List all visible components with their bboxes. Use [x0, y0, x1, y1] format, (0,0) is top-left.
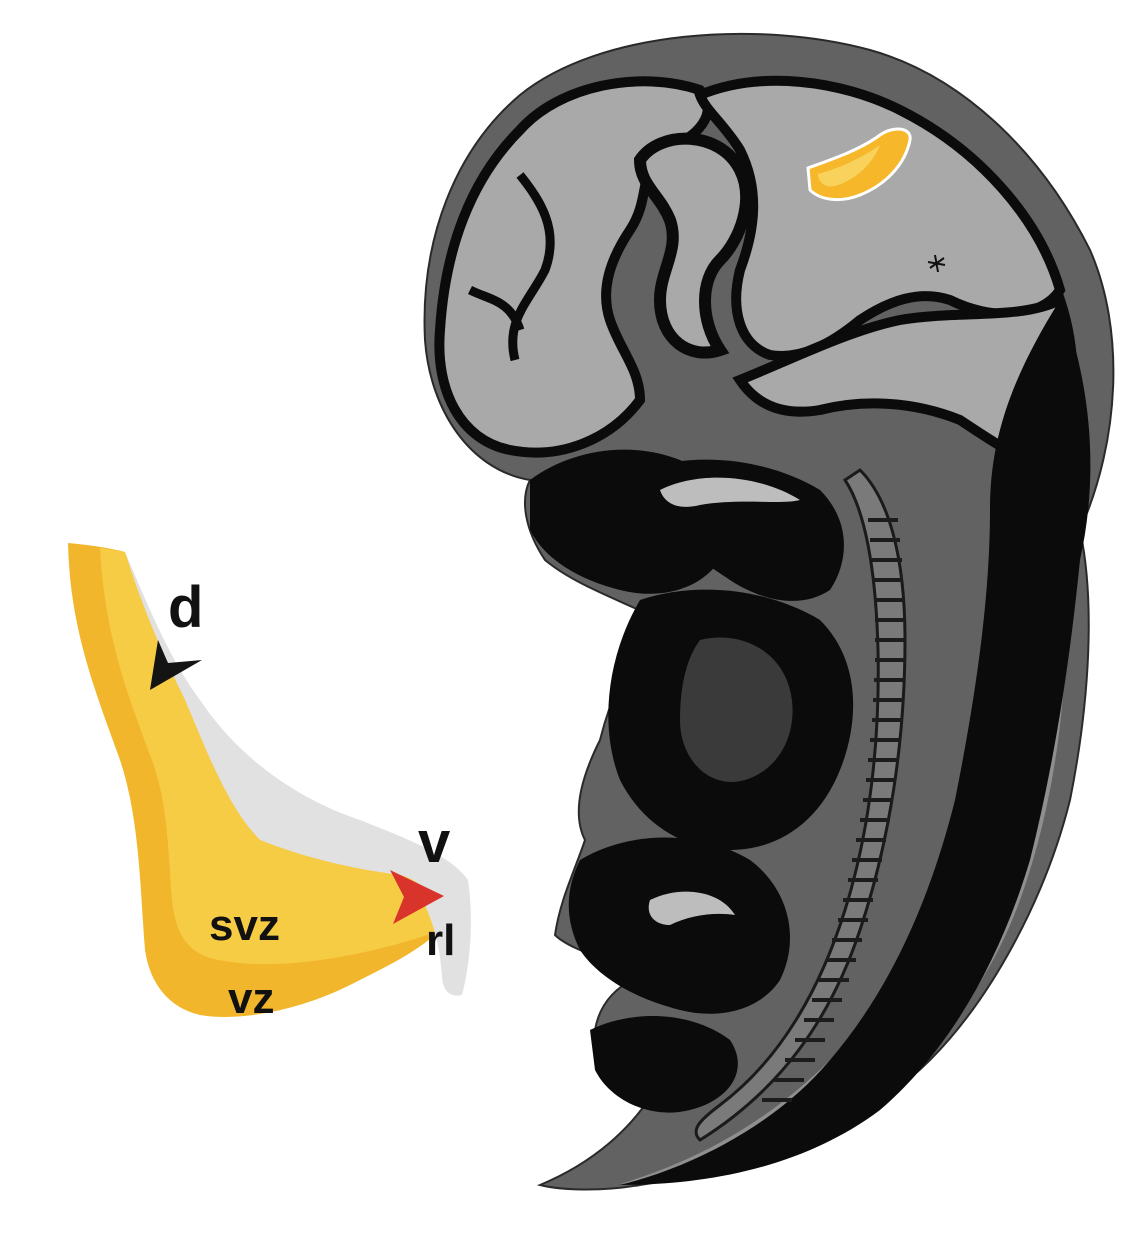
- label-svz: svz: [209, 901, 280, 950]
- label-rl: rl: [426, 916, 456, 965]
- label-vz: vz: [228, 974, 275, 1023]
- label-d: d: [168, 575, 204, 640]
- embryo-section: [425, 34, 1114, 1190]
- label-v: v: [418, 810, 451, 875]
